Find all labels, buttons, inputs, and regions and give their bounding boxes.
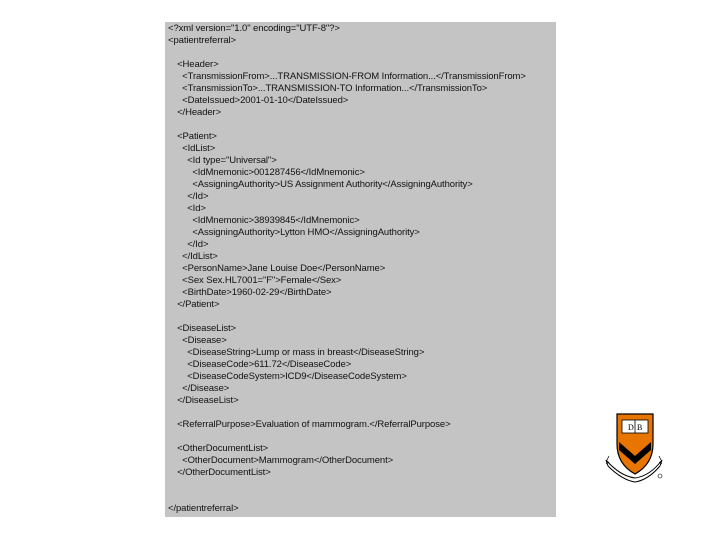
xml-line: <AssigningAuthority>Lytton HMO</AssigningAuthority>	[172, 227, 420, 238]
xml-line: <DateIssued>2001-01-10</DateIssued>	[172, 95, 349, 106]
xml-line: <BirthDate>1960-02-29</BirthDate>	[172, 287, 332, 298]
xml-line: </patientreferral>	[168, 503, 239, 514]
xml-line: </Id>	[172, 239, 209, 250]
xml-line: <Sex Sex.HL7001="F">Female</Sex>	[172, 275, 342, 286]
svg-text:B: B	[637, 423, 643, 432]
xml-line: </DiseaseList>	[172, 395, 239, 406]
xml-line: <TransmissionFrom>...TRANSMISSION-FROM Information...</TransmissionFrom>	[172, 71, 526, 82]
xml-line: <Id>	[172, 203, 206, 214]
xml-line: </IdList>	[172, 251, 218, 262]
xml-line: <AssigningAuthority>US Assignment Authority</AssigningAuthority>	[172, 179, 473, 190]
xml-line: <patientreferral>	[168, 35, 237, 46]
xml-line: <?xml version="1.0" encoding="UTF-8"?>	[168, 23, 340, 34]
xml-line: <DiseaseList>	[172, 323, 236, 334]
xml-line: <Disease>	[172, 335, 227, 346]
xml-line: <IdList>	[172, 143, 216, 154]
xml-line: </Patient>	[172, 299, 220, 310]
xml-line: </Header>	[172, 107, 222, 118]
xml-line: <OtherDocumentList>	[172, 443, 269, 454]
xml-document-panel	[165, 22, 556, 517]
xml-line: <IdMnemonic>38939845</IdMnemonic>	[172, 215, 360, 226]
xml-line: <DiseaseCode>611.72</DiseaseCode>	[172, 359, 352, 370]
xml-line: <DiseaseCodeSystem>ICD9</DiseaseCodeSystem>	[172, 371, 407, 382]
xml-line: <ReferralPurpose>Evaluation of mammogram.</ReferralPurpose>	[172, 419, 451, 430]
xml-line: <PersonName>Jane Louise Doe</PersonName>	[172, 263, 386, 274]
xml-line: </Disease>	[172, 383, 230, 394]
xml-line: <Id type="Universal">	[172, 155, 277, 166]
xml-line: <Patient>	[172, 131, 217, 142]
xml-line: </Id>	[172, 191, 209, 202]
university-shield-logo	[604, 410, 664, 484]
xml-line: <IdMnemonic>001287456</IdMnemonic>	[172, 167, 365, 178]
xml-line: <Header>	[172, 59, 219, 70]
princeton-shield-icon	[604, 410, 664, 484]
xml-line: </OtherDocumentList>	[172, 467, 271, 478]
xml-line: <TransmissionTo>...TRANSMISSION-TO Information...</TransmissionTo>	[172, 83, 488, 94]
xml-line: <OtherDocument>Mammogram</OtherDocument>	[172, 455, 394, 466]
svg-text:D: D	[628, 423, 634, 432]
xml-line: <DiseaseString>Lump or mass in breast</DiseaseString>	[172, 347, 425, 358]
